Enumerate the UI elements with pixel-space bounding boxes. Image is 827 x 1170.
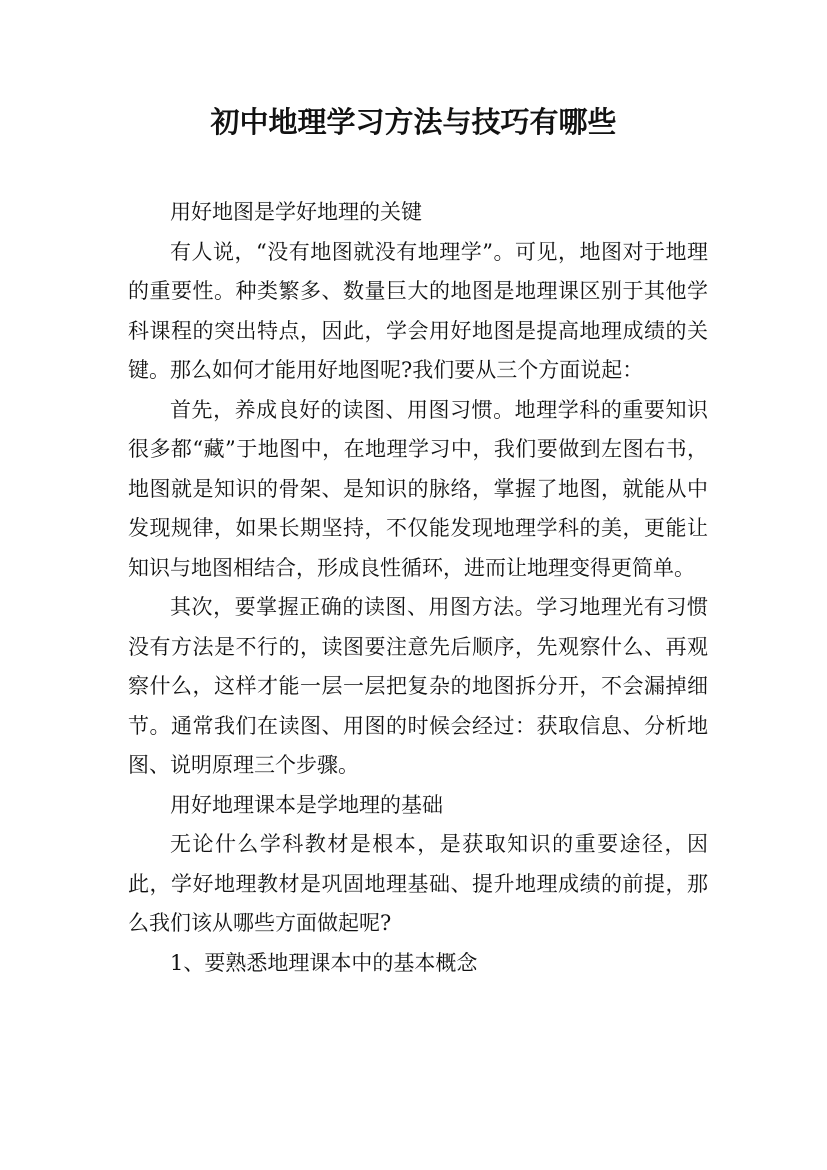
paragraph-textbook-basis: 无论什么学科教材是根本，是获取知识的重要途径，因此，学好地理教材是巩固地理基础、提升地理成绩的前提，那么我们该从哪些方面做起呢? bbox=[128, 832, 708, 935]
paragraph-map-importance: 有人说，“没有地图就没有地理学”。可见，地图对于地理的重要性。种类繁多、数量巨大的地图是地理课区别于其他学科课程的突出特点，因此，学会用好地图是提高地理成绩的关键。那么如何才能用好地图呢?我们要从三个方面说起： bbox=[128, 239, 708, 382]
document-body bbox=[128, 193, 708, 983]
paragraph-first-habit: 首先，养成良好的读图、用图习惯。地理学科的重要知识很多都“藏”于地图中，在地理学习中，我们要做到左图右书，地图就是知识的骨架、是知识的脉络，掌握了地图，就能从中发现规律，如果长期坚持，不仅能发现地理学科的美，更能让知识与地图相结合，形成良性循环，进而让地理变得更简单。 bbox=[128, 397, 708, 580]
section-heading-textbook: 用好地理课本是学地理的基础 bbox=[170, 792, 443, 817]
paragraph-second-method: 其次，要掌握正确的读图、用图方法。学习地理光有习惯没有方法是不行的，读图要注意先后顺序，先观察什么、再观察什么，这样才能一层一层把复杂的地图拆分开，不会漏掉细节。通常我们在读图、用图的时候会经过：获取信息、分析地图、说明原理三个步骤。 bbox=[128, 595, 708, 777]
section-heading-maps: 用好地图是学好地理的关键 bbox=[170, 200, 422, 224]
document-title: 初中地理学习方法与技巧有哪些 bbox=[210, 105, 617, 139]
list-item-basic-concepts: 1、要熟悉地理课本中的基本概念 bbox=[170, 950, 478, 975]
